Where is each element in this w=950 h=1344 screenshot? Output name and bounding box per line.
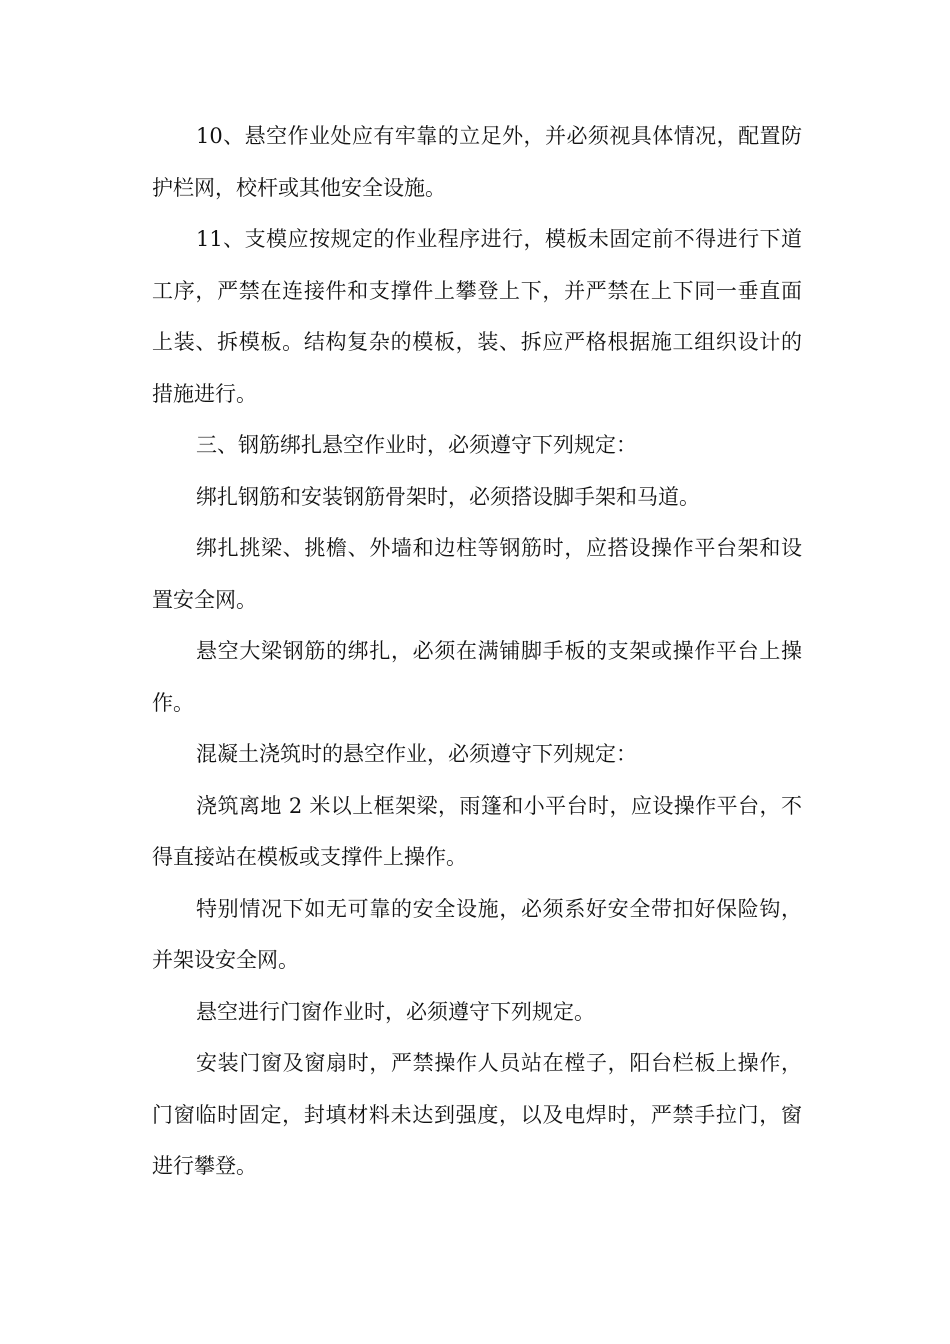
paragraph-window-install: 安装门窗及窗扇时，严禁操作人员站在樘子，阳台栏板上操作，门窗临时固定，封填材料未达到强度，以及电焊时，严禁手拉门，窗进行攀登。	[152, 1051, 802, 1178]
paragraph-item-11: 11、支模应按规定的作业程序进行，模板未固定前不得进行下道工序，严禁在连接件和支撑件上攀登上下，并严禁在上下同一垂直面上装、拆模板。结构复杂的模板，装、拆应严格根据施工组织设计的措施进行。	[152, 227, 802, 406]
paragraph-rebar-scaffold: 绑扎钢筋和安装钢筋骨架时，必须搭设脚手架和马道。	[196, 484, 700, 509]
paragraph-item-10: 10、悬空作业处应有牢靠的立足外，并必须视具体情况，配置防护栏网，校杆或其他安全设施。	[152, 124, 802, 200]
paragraph-rebar-beam: 悬空大梁钢筋的绑扎，必须在满铺脚手板的支架或操作平台上操作。	[152, 639, 802, 715]
paragraph-safety-belt: 特别情况下如无可靠的安全设施，必须系好安全带扣好保险钩，并架设安全网。	[152, 896, 802, 972]
paragraph-concrete-platform: 浇筑离地 2 米以上框架梁，雨篷和小平台时，应设操作平台，不得直接站在模板或支撑件上操作。	[152, 793, 802, 869]
section-heading-windows: 悬空进行门窗作业时，必须遵守下列规定。	[196, 999, 595, 1024]
paragraph-rebar-platform: 绑扎挑梁、挑檐、外墙和边柱等钢筋时，应搭设操作平台架和设置安全网。	[152, 536, 802, 612]
section-heading-rebar: 三、钢筋绑扎悬空作业时，必须遵守下列规定：	[196, 433, 637, 457]
document-body	[152, 111, 802, 1193]
section-heading-concrete: 混凝土浇筑时的悬空作业，必须遵守下列规定：	[196, 742, 637, 766]
